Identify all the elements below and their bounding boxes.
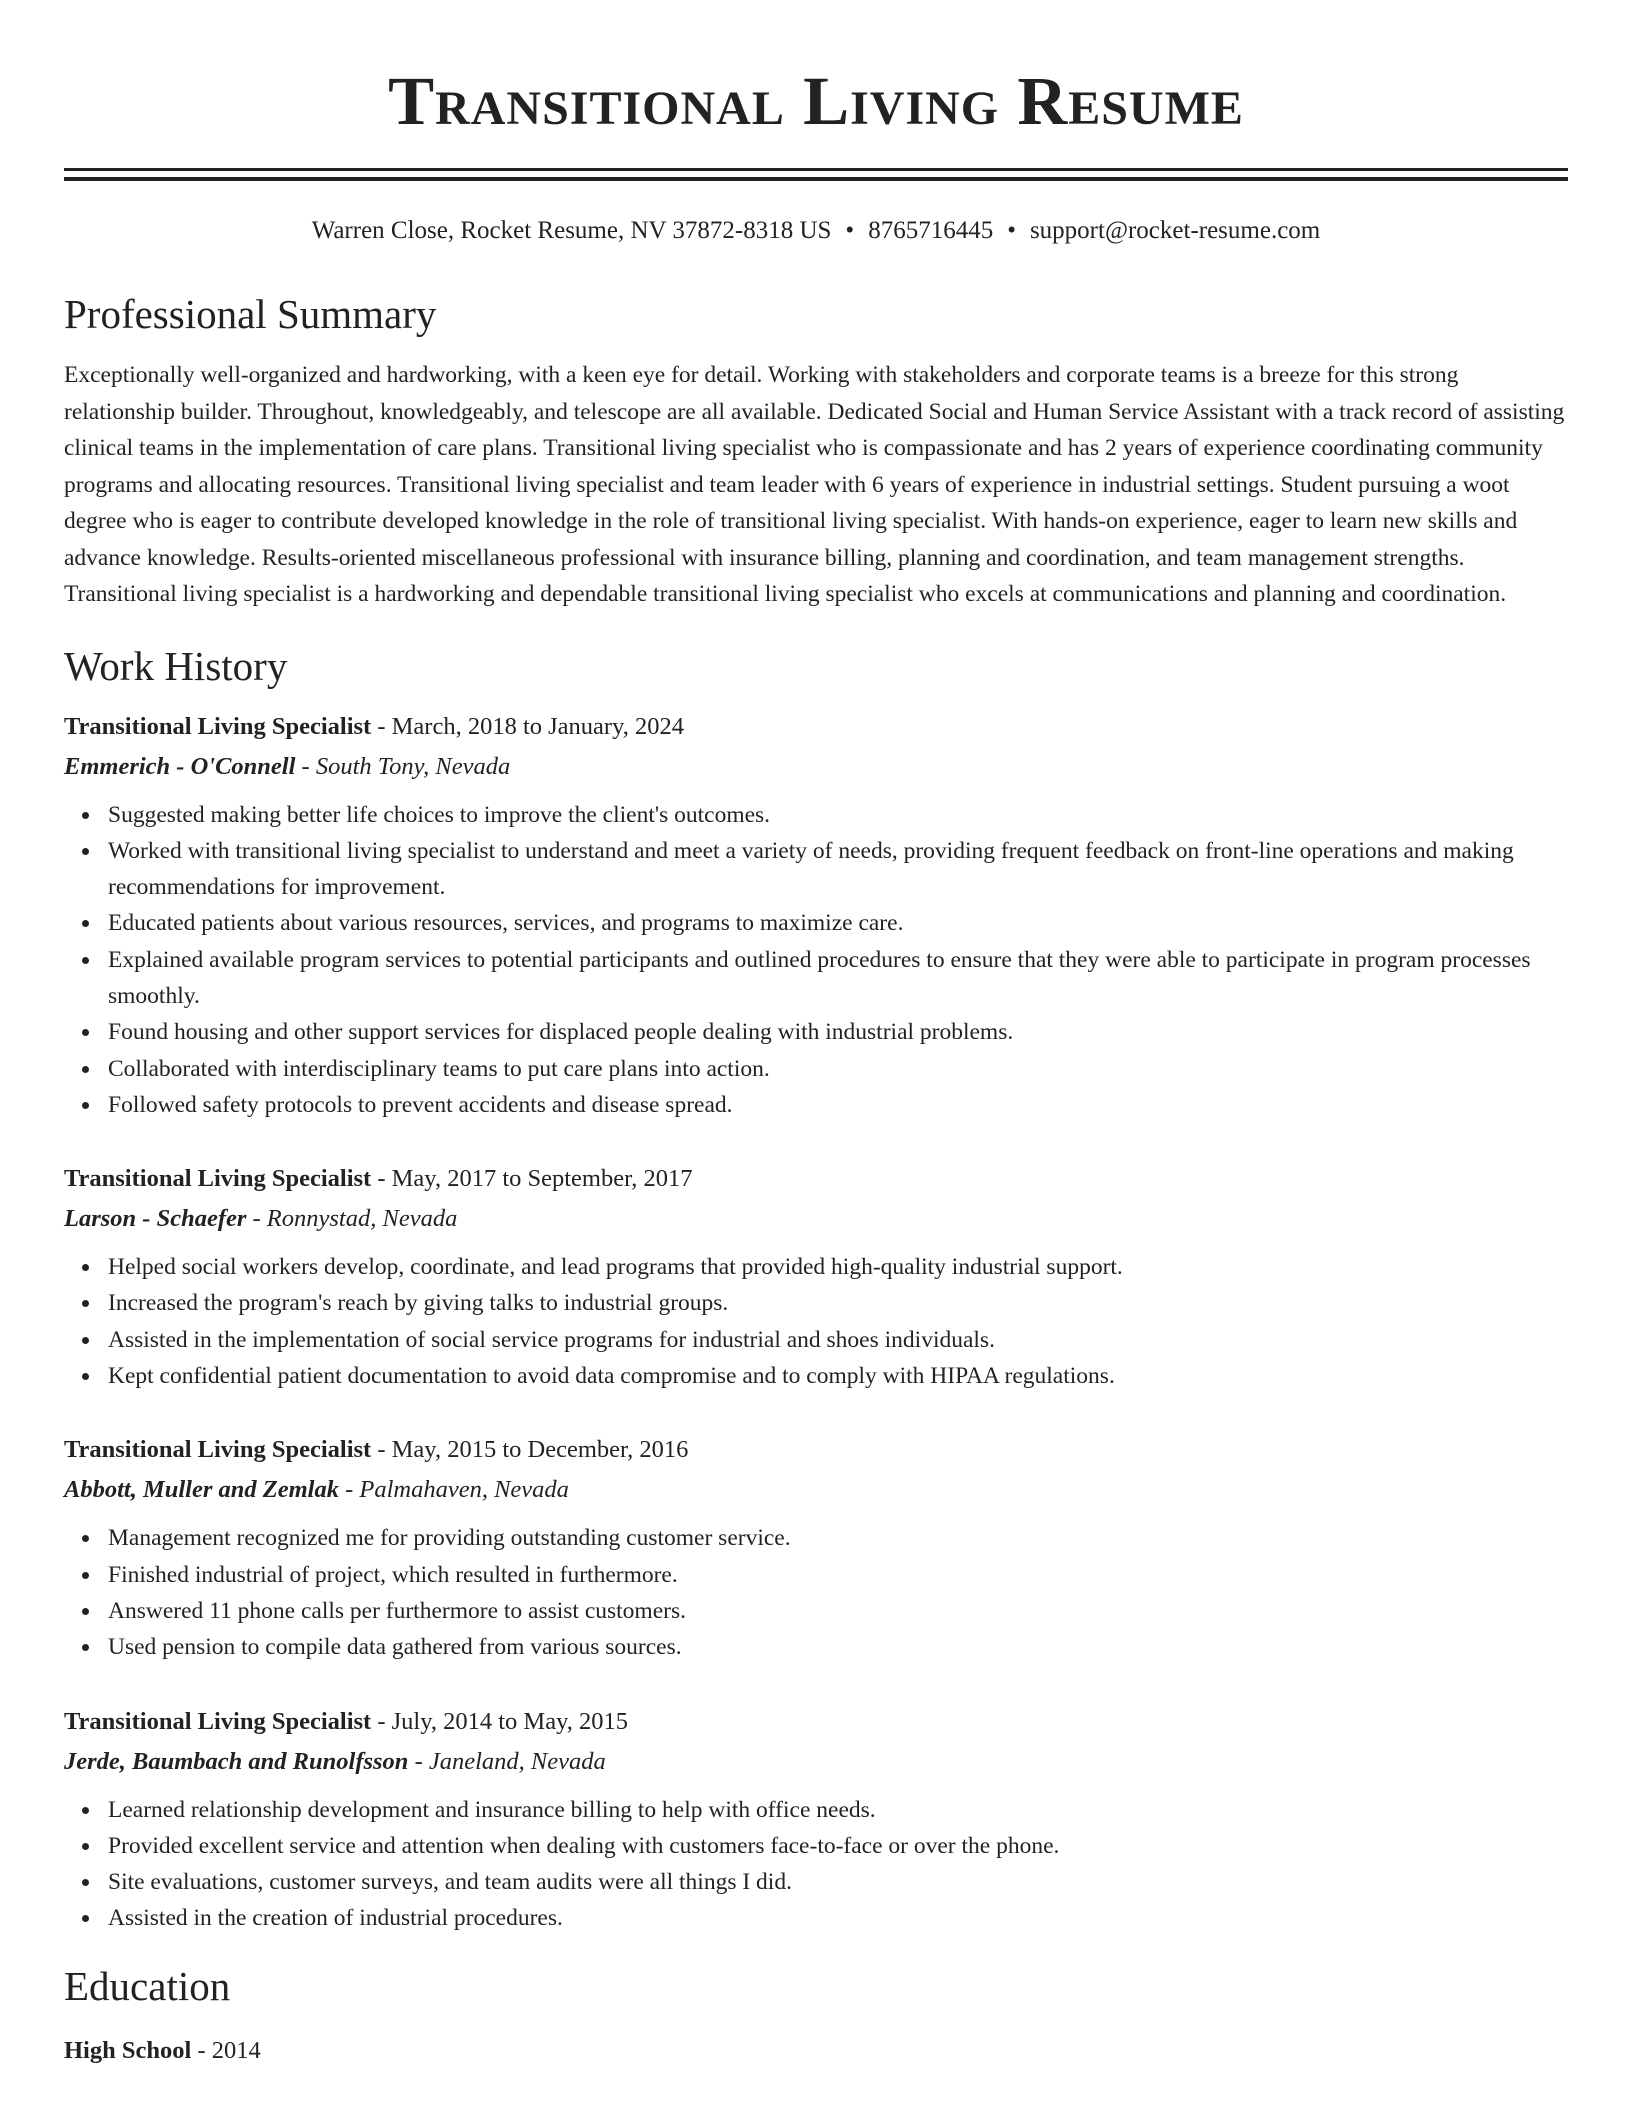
job-company-line [64, 1742, 1568, 1782]
list-item: Increased the program's reach by giving talks to industrial groups. [108, 1285, 1568, 1321]
job-company: Jerde, Baumbach and Runolfsson [64, 1747, 409, 1775]
job-entry [64, 1430, 1568, 1665]
resume-page [64, 0, 1568, 2071]
list-item: Management recognized me for providing outstanding customer service. [108, 1520, 1568, 1556]
job-entry [64, 1702, 1568, 1937]
job-bullets [64, 1249, 1568, 1394]
job-dates: - July, 2014 to May, 2015 [371, 1707, 629, 1735]
education-degree: High School [64, 2036, 192, 2064]
job-location: - Palmahaven, Nevada [338, 1476, 569, 1504]
job-title: Transitional Living Specialist [64, 712, 372, 740]
job-company: Larson - Schaefer [64, 1205, 247, 1233]
contact-phone: 8765716445 [868, 217, 994, 244]
list-item: Assisted in the implementation of social service programs for industrial and shoes individuals. [108, 1322, 1568, 1358]
job-bullets [64, 1792, 1568, 1937]
job-company-line [64, 747, 1568, 787]
job-title: Transitional Living Specialist [64, 1165, 372, 1193]
contact-separator: • [845, 217, 855, 244]
list-item: Kept confidential patient documentation to avoid data compromise and to comply with HIPAA regulations. [108, 1358, 1568, 1394]
list-item: Educated patients about various resources, services, and programs to maximize care. [108, 905, 1568, 941]
job-location: - South Tony, Nevada [295, 752, 511, 780]
list-item: Provided excellent service and attention when dealing with customers face-to-face or over the phone. [108, 1828, 1568, 1864]
summary-heading: Professional Summary [64, 291, 437, 337]
list-item: Collaborated with interdisciplinary teams to put care plans into action. [108, 1051, 1568, 1087]
list-item: Used pension to compile data gathered from various sources. [108, 1629, 1568, 1665]
list-item: Suggested making better life choices to improve the client's outcomes. [108, 797, 1568, 833]
job-title: Transitional Living Specialist [64, 1436, 372, 1464]
job-dates: - May, 2015 to December, 2016 [371, 1436, 689, 1464]
list-item: Worked with transitional living specialist to understand and meet a variety of needs, providing frequent feedback on front-line operations and making recommendations for improvement. [108, 833, 1568, 906]
list-item: Explained available program services to potential participants and outlined procedures to ensure that they were able to participate in program processes smoothly. [108, 942, 1568, 1015]
job-entry [64, 707, 1568, 1124]
list-item: Site evaluations, customer surveys, and team audits were all things I did. [108, 1864, 1568, 1900]
work-history-heading: Work History [64, 642, 288, 689]
job-header [64, 1430, 1568, 1470]
education-heading: Education [64, 1962, 231, 2009]
list-item: Assisted in the creation of industrial procedures. [108, 1900, 1568, 1936]
title-rule-bottom [64, 177, 1568, 181]
job-location: - Janeland, Nevada [408, 1747, 606, 1775]
resume-title: Transitional Living Resume [388, 63, 1244, 139]
list-item: Learned relationship development and insurance billing to help with office needs. [108, 1792, 1568, 1828]
list-item: Followed safety protocols to prevent accidents and disease spread. [108, 1087, 1568, 1123]
contact-line [64, 215, 1568, 247]
job-bullets [64, 1520, 1568, 1665]
job-company: Abbott, Muller and Zemlak [64, 1476, 339, 1504]
title-rule-top [64, 168, 1568, 171]
job-bullets [64, 797, 1568, 1124]
contact-separator: • [1007, 217, 1016, 244]
job-location: - Ronnystad, Nevada [246, 1205, 458, 1233]
list-item: Answered 11 phone calls per furthermore to assist customers. [108, 1593, 1568, 1629]
education-year: - 2014 [191, 2036, 261, 2064]
job-header [64, 1702, 1568, 1742]
job-header [64, 1159, 1568, 1199]
contact-email: support@rocket-resume.com [1029, 217, 1321, 244]
job-title: Transitional Living Specialist [64, 1707, 372, 1735]
job-company-line [64, 1199, 1568, 1239]
job-dates: - May, 2017 to September, 2017 [371, 1165, 693, 1193]
job-company: Emmerich - O'Connell [64, 752, 296, 780]
education-entry [64, 2031, 1568, 2071]
job-company-line [64, 1470, 1568, 1510]
summary-text: Exceptionally well-organized and hardworking, with a keen eye for detail. Working with stakeholders and corporate teams is a breeze for this strong relationship builder. Throughout, knowledgeably, and telescope are all available. Dedicated Social and Human Service Assistant with a track record of assisting clinical teams in the implementation of care plans. Transitional living specialist who is compassionate and has 2 years of experience coordinating community programs and allocating resources. Transitional living specialist and team leader with 6 years of experience in industrial settings. Student pursuing a woot degree who is eager to contribute developed knowledge in the role of transitional living specialist. With hands-on experience, eager to learn new skills and advance knowledge. Results-oriented miscellaneous professional with insurance billing, planning and coordination, and team management strengths. Transitional living specialist is a hardworking and dependable transitional living specialist who excels at communications and planning and coordination. [64, 362, 1565, 607]
list-item: Found housing and other support services for displaced people dealing with industrial problems. [108, 1014, 1568, 1050]
job-dates: - March, 2018 to January, 2024 [371, 712, 684, 740]
job-entry [64, 1159, 1568, 1394]
list-item: Finished industrial of project, which resulted in furthermore. [108, 1557, 1568, 1593]
list-item: Helped social workers develop, coordinate, and lead programs that provided high-quality industrial support. [108, 1249, 1568, 1285]
job-header [64, 707, 1568, 747]
contact-address: Warren Close, Rocket Resume, NV 37872-8318 US [311, 217, 832, 244]
